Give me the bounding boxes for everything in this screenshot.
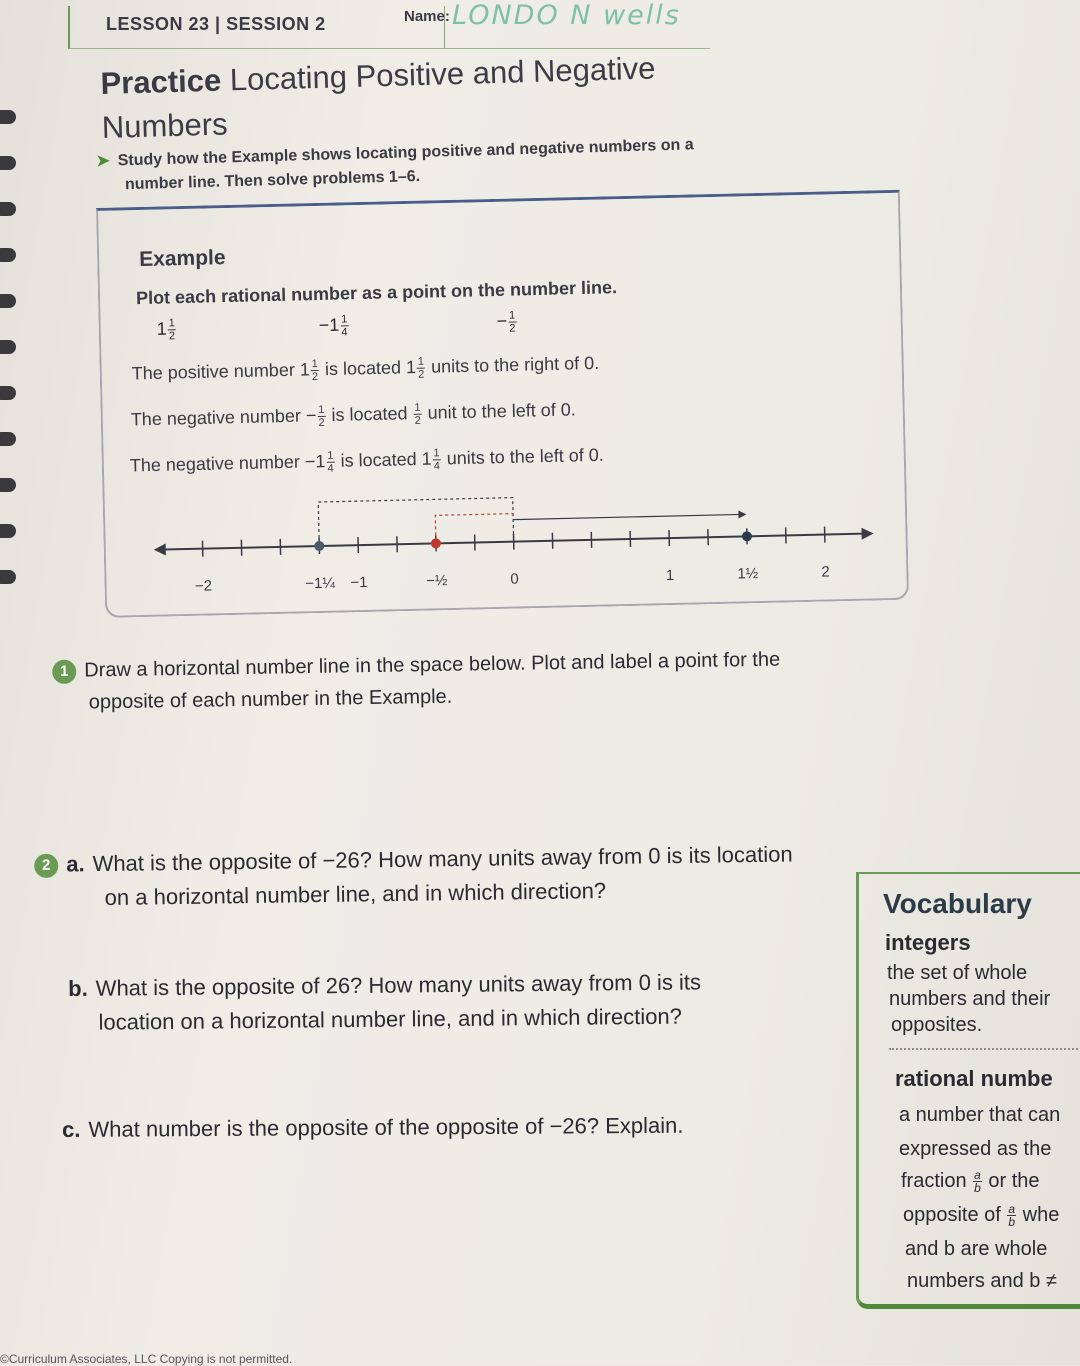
problem-1 (52, 642, 893, 719)
example-line-c: The negative number −1 $\frac{1}{4}$ is located 1 $\frac{1}{4}$ units to the left of 0. (130, 444, 605, 480)
number-line-point (742, 531, 752, 541)
name-label: Name: (404, 8, 450, 25)
vocab-term-rational: rational numbe (895, 1066, 1053, 1092)
instruction-line1: Study how the Example shows locating positive and negative numbers on a (117, 136, 693, 169)
distance-bracket-neg-1-1-4 (318, 498, 513, 546)
problem-1-badge: 1 (52, 659, 76, 683)
example-number-1: 1 $\frac{1}{2}$ (157, 317, 178, 342)
vocab-def-rational-1: a number that can (899, 1102, 1060, 1128)
example-number-line (143, 483, 885, 600)
number-line-point (431, 538, 441, 548)
number-line-label: 1 (666, 567, 675, 584)
vocab-def-integers-1: the set of whole (887, 960, 1027, 986)
vocab-term-integers: integers (885, 930, 971, 956)
number-line-left-arrow (154, 544, 166, 556)
vocab-def-rational-5: and b are whole (905, 1236, 1047, 1262)
instruction-line2: number line. Then solve problems 1–6. (97, 168, 421, 194)
title-rest: Locating Positive and Negative (229, 51, 655, 98)
vocab-def-rational-3: fraction $\frac{a}{b}$ or the (901, 1168, 1040, 1194)
title-bold: Practice (100, 63, 222, 101)
problem-2a-line2: on a horizontal number line, and in which direction? (34, 870, 874, 916)
problem-1-text-line2: opposite of each number in the Example. (53, 674, 893, 719)
example-line-b: The negative number − $\frac{1}{2}$ is located $\frac{1}{2}$ unit to the left of 0. (131, 398, 576, 433)
part-b-label: b. (68, 976, 88, 1001)
example-prompt: Plot each rational number as a point on the number line. (136, 277, 617, 309)
distance-arrow-pos-1-1-2 (513, 514, 740, 519)
footer-copyright: ©Curriculum Associates, LLC Copying is not permitted. (0, 1352, 292, 1366)
number-line-point (314, 541, 324, 551)
vocab-def-rational-2: expressed as the (899, 1136, 1051, 1162)
vocab-def-integers-2: numbers and their (889, 986, 1050, 1012)
name-field[interactable]: LONDO N wells (452, 0, 681, 31)
number-line-label: −2 (195, 577, 212, 594)
problem-2-badge: 2 (34, 854, 58, 878)
problem-2b-line2: location on a horizontal number line, and in which direction? (68, 998, 788, 1040)
example-title: Example (139, 246, 226, 272)
number-line-label: −1 (350, 574, 367, 591)
distance-bracket-neg-1-2 (435, 514, 513, 536)
problem-1-text-line1: Draw a horizontal number line in the space below. Plot and label a point for the (84, 649, 780, 682)
vocab-def-rational-6: numbers and b ≠ (907, 1268, 1057, 1294)
lesson-label: LESSON 23 | SESSION 2 (106, 14, 326, 35)
number-line-label: 2 (821, 563, 830, 580)
number-line-label: 0 (510, 571, 519, 588)
title-line2: Numbers (101, 106, 228, 144)
vocab-def-integers-3: opposites. (891, 1012, 982, 1038)
part-a-label: a. (66, 851, 85, 876)
example-number-2: −1 $\frac{1}{4}$ (318, 313, 349, 339)
vocab-separator (889, 1048, 1080, 1050)
arrow-icon: ➤ (96, 153, 110, 170)
vocabulary-title: Vocabulary (883, 888, 1032, 920)
vocab-def-rational-4: opposite of $\frac{a}{b}$ whe (903, 1202, 1059, 1228)
number-line-label: −½ (426, 572, 448, 589)
problem-2c-line1: What number is the opposite of the opposite of −26? Explain. (88, 1113, 683, 1142)
problem-2b-line1: What is the opposite of 26? How many units away from 0 is its (96, 969, 702, 1000)
problem-2a-line1: What is the opposite of −26? How many units away from 0 is its location (92, 841, 792, 876)
notebook-spiral (0, 110, 26, 590)
number-line-label: −1¼ (305, 575, 335, 593)
example-number-3: − $\frac{1}{2}$ (496, 309, 517, 334)
problem-2a (34, 836, 875, 916)
number-line-label: 1½ (737, 565, 759, 582)
distance-arrowhead (738, 510, 746, 518)
problem-2c (62, 1108, 822, 1147)
number-line-right-arrow (861, 527, 873, 539)
example-box (96, 190, 909, 618)
problem-2b (68, 964, 789, 1040)
part-c-label: c. (62, 1117, 81, 1142)
vocabulary-box (856, 872, 1080, 1309)
example-line-a: The positive number 1 $\frac{1}{2}$ is located 1 $\frac{1}{2}$ units to the right of 0. (132, 352, 600, 388)
